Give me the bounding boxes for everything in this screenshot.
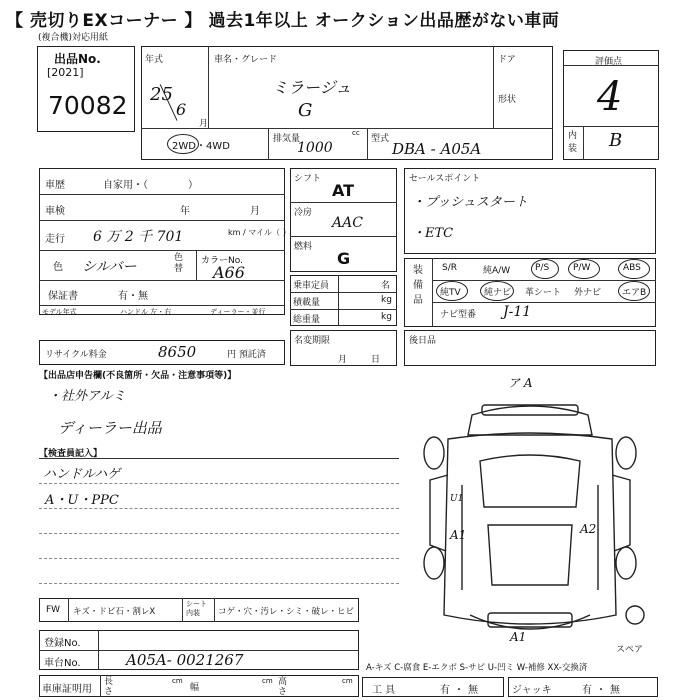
sales-point-1: ・プッシュスタート bbox=[412, 195, 528, 210]
displacement-value: 1000 bbox=[297, 140, 333, 156]
tools-label: 工 具 bbox=[372, 685, 396, 696]
color-no-value: A66 bbox=[213, 263, 245, 282]
jack-label: ジャッキ bbox=[512, 685, 552, 696]
inspection-year: 年 bbox=[180, 206, 190, 217]
chassis-label: 車台No. bbox=[44, 658, 81, 669]
inspection-month: 月 bbox=[250, 206, 260, 217]
warranty-options: 有・無 bbox=[118, 291, 148, 302]
handle-label: ハンドル 左・右 bbox=[120, 308, 172, 316]
recycle-value: 8650 bbox=[158, 343, 197, 361]
door-label: ドア bbox=[498, 55, 516, 65]
cert-length: 長さ bbox=[104, 677, 114, 697]
gross-unit: kg bbox=[381, 312, 392, 322]
nav-model-label: ナビ型番 bbox=[440, 310, 477, 320]
displacement-label: 排気量 bbox=[273, 134, 301, 144]
inspector-notes-label: 【検査員記入】 bbox=[39, 449, 103, 459]
model-label: 型式 bbox=[371, 134, 390, 144]
ac-label: 冷房 bbox=[294, 208, 313, 218]
car-grade-value: G bbox=[298, 100, 313, 121]
banner-title: 【 売切りEXコーナー 】 過去1年以上 オークション出品歴がない車両 bbox=[6, 11, 560, 31]
diagram-mark-a2: A2 bbox=[580, 522, 597, 536]
equip-leather: 革シート bbox=[525, 288, 562, 298]
damage-legend: A-キズ C-腐食 E-エクボ S-サビ U-凹ミ W-補修 XX-交換済 bbox=[366, 663, 588, 673]
month-unit: 月 bbox=[199, 119, 209, 129]
after-items-box bbox=[404, 330, 656, 366]
chassis-value: A05A- 0021267 bbox=[126, 651, 244, 669]
tools-options: 有・無 bbox=[440, 685, 482, 696]
inspector-note-2: A・U・PPC bbox=[45, 493, 119, 508]
mileage-label: 走行 bbox=[45, 234, 65, 245]
equip-pure-tv: 純TV bbox=[440, 288, 461, 298]
lot-number: 70082 bbox=[48, 91, 128, 120]
diagram-mark-front: ア A bbox=[508, 376, 533, 390]
color-change-label: 色替 bbox=[174, 253, 184, 274]
gross-label: 総重量 bbox=[293, 315, 321, 325]
drive-label: 2WD・4WD bbox=[172, 141, 230, 152]
equip-ext-navi: 外ナビ bbox=[574, 288, 602, 298]
spare-label: スペア bbox=[616, 645, 644, 655]
color-no-label: カラーNo. bbox=[201, 256, 243, 266]
equip-sr: S/R bbox=[442, 263, 457, 273]
history-label: 車歴 bbox=[45, 180, 65, 191]
month-value: 6 bbox=[176, 100, 187, 119]
seat-text: コゲ・穴・汚レ・シミ・破レ・ヒビ bbox=[218, 607, 355, 617]
dealer-label: ディーラー・並行 bbox=[210, 308, 266, 316]
equip-pw: P/W bbox=[573, 263, 591, 273]
fw-text: キズ・ドビ石・割レX bbox=[73, 607, 156, 617]
interior-label: 内装 bbox=[568, 131, 578, 154]
displacement-unit: cc bbox=[352, 129, 360, 137]
load-label: 積載量 bbox=[293, 298, 321, 308]
shape-label: 形状 bbox=[498, 95, 517, 105]
fuel-label: 燃料 bbox=[294, 242, 313, 252]
lot-box bbox=[37, 46, 135, 132]
car-name-label: 車名・グレード bbox=[214, 55, 278, 65]
diagram-mark-u1: U1 bbox=[450, 494, 464, 504]
equip-pure-navi: 純ナビ bbox=[484, 288, 512, 298]
shift-value: AT bbox=[332, 181, 355, 200]
history-options: 自家用・（ ） bbox=[103, 180, 198, 191]
fuel-value: G bbox=[337, 249, 351, 268]
diagram-mark-a1-rear: A1 bbox=[510, 630, 527, 644]
header-banner bbox=[0, 0, 700, 34]
lot-label: 出品No. bbox=[54, 52, 101, 66]
cert-width: 幅 bbox=[190, 683, 200, 693]
after-items-label: 後日品 bbox=[409, 336, 437, 346]
seller-notes-label: 【出品店申告欄(不良箇所・欠品・注意事項等)】 bbox=[39, 371, 237, 381]
nav-model-value: J-11 bbox=[503, 304, 532, 320]
ac-value: AAC bbox=[332, 215, 363, 231]
shift-label: シフト bbox=[294, 174, 322, 184]
equip-abs: ABS bbox=[623, 263, 641, 273]
cert-height: 高さ bbox=[278, 677, 288, 697]
interior-value: B bbox=[609, 130, 623, 151]
seller-note-2: ディーラー出品 bbox=[58, 419, 162, 437]
registration-label: 登録No. bbox=[44, 638, 81, 649]
mileage-units: km / マイル（ ） bbox=[228, 228, 291, 237]
year-value: 25 bbox=[150, 84, 173, 105]
model-value: DBA - A05A bbox=[392, 140, 482, 158]
model-year-label: モデル年式 bbox=[42, 308, 77, 316]
form-note: (複合機)対応用紙 bbox=[38, 33, 109, 43]
car-damage-diagram bbox=[410, 375, 650, 647]
seat-label: シート内装 bbox=[186, 600, 207, 617]
score-label: 評価点 bbox=[595, 57, 623, 67]
sales-point-label: セールスポイント bbox=[409, 174, 481, 184]
color-value: シルバー bbox=[82, 259, 137, 275]
equip-airbag: エアB bbox=[622, 288, 647, 298]
recycle-unit: 円 預託済 bbox=[227, 350, 266, 360]
capacity-label: 乗車定員 bbox=[293, 281, 330, 291]
jack-options: 有・無 bbox=[582, 685, 624, 696]
load-unit: kg bbox=[381, 295, 392, 305]
recycle-label: リサイクル料金 bbox=[45, 350, 107, 360]
deadline-label: 名変期限 bbox=[294, 336, 331, 346]
cert-length-unit: cm bbox=[172, 677, 183, 685]
equip-pure-aw: 純A/W bbox=[483, 266, 511, 276]
diagram-mark-a1-left: A1 bbox=[450, 528, 467, 542]
sales-point-2: ・ETC bbox=[412, 226, 454, 241]
year-label: 年式 bbox=[145, 55, 164, 65]
fw-label: FW bbox=[46, 605, 61, 615]
equipment-label: 装備品 bbox=[413, 265, 423, 306]
mileage-value: 6 万 2 千 701 bbox=[93, 229, 184, 245]
cert-height-unit: cm bbox=[342, 677, 353, 685]
capacity-unit: 名 bbox=[381, 281, 391, 291]
seller-note-1: ・社外アルミ bbox=[48, 389, 126, 404]
lot-year-tag: [2021] bbox=[47, 66, 84, 79]
garage-cert-label: 車庫証明用 bbox=[42, 684, 92, 695]
color-label: 色 bbox=[53, 262, 63, 273]
car-name-value: ミラージュ bbox=[272, 78, 352, 97]
deadline-unit: 月日 bbox=[338, 355, 405, 365]
inspection-label: 車検 bbox=[45, 206, 65, 217]
cert-width-unit: cm bbox=[262, 677, 273, 685]
inspector-note-1: ハンドルハゲ bbox=[43, 467, 121, 482]
score-value: 4 bbox=[597, 74, 623, 120]
equip-ps: P/S bbox=[535, 263, 550, 273]
warranty-label: 保証書 bbox=[48, 291, 78, 302]
